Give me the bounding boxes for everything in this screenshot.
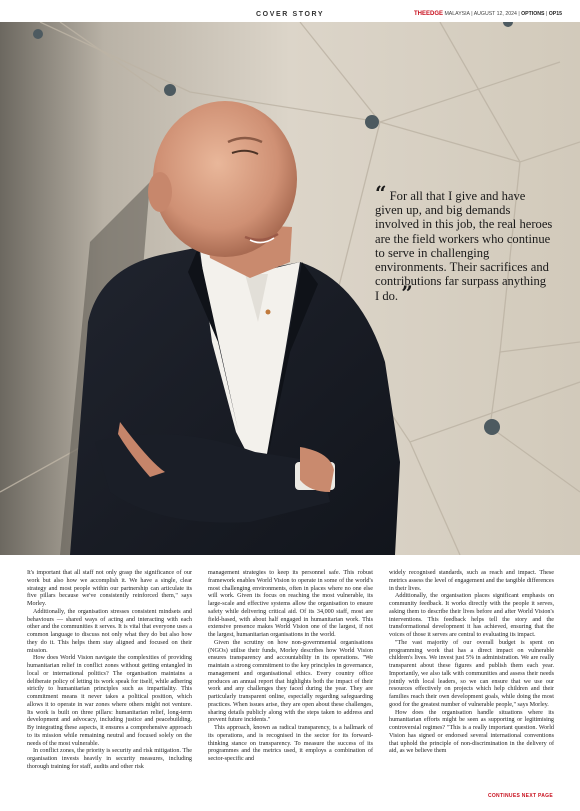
section-label: COVER STORY <box>256 11 325 18</box>
paragraph: This approach, known as radical transparency, is a hallmark of its operations, and is recognised in the sector for its forward-thinking stance on transparency. To measure the success of its programmes and the metrics used, it employs a combination of sector-specific and <box>208 725 373 762</box>
issue-date: AUGUST 12, 2024 <box>473 11 517 17</box>
continues-next-page-label: CONTINUES NEXT PAGE <box>487 793 553 799</box>
paragraph: Given the scrutiny on how non-governmental organisations (NGOs) utilise their funds, Morley describes how World Vision ensures transparency and accountability in its operations. "We maintain a strong commitment to the key principles in governance, management and organisational ethics. Every country office produces an annual report that highlights both the impact of their work and any challenges they faced during the year. They are particularly transparent online, especially regarding safeguarding practices. When issues arise, they are open about these challenges, sharing details publicly along with the steps taken to address and prevent future incidents." <box>208 639 373 724</box>
paragraph: Additionally, the organisation stresses consistent mindsets and behaviours — shared ways of acting and interacting with each other and the communities it serves. It is vital that everyone uses a common language to discuss not only what they do but also how they do it. This helps them stay aligned and focused on their mission. <box>27 608 192 654</box>
paragraph: "The vast majority of our overall budget is spent on programming work that has a direct impact on vulnerable children's lives. We invest just 5% in administration. We are really transparent about these figures and publish them each year. Importantly, we also talk with communities and assess their needs jointly with local leaders, so we can ensure that we use our resources effectively on projects which help children and their families reach their own development goals, while doing the most good for the greatest number of vulnerable people," says Morley. <box>389 639 554 708</box>
close-quote-icon: ” <box>401 281 413 306</box>
page-header <box>0 0 580 22</box>
article-column-2 <box>208 570 373 764</box>
page-number: OP15 <box>548 11 562 17</box>
article-column-1 <box>27 570 192 772</box>
paragraph: Additionally, the organisation places significant emphasis on community feedback. It works directly with the people it serves, asking them to describe their lives before and after World Vision's interventions. This feedback helps tell the story and the transformational development it has achieved, ensuring that the voices of those it serves are central to evaluating its impact. <box>389 593 554 638</box>
open-quote-icon: “ <box>375 181 387 205</box>
publication-name: THEEDGE <box>413 11 443 17</box>
section-tag: OPTIONS <box>521 11 545 17</box>
pull-quote <box>375 181 553 306</box>
folio: THEEDGE MALAYSIA | AUGUST 12, 2024 | OPTIONS | OP15 <box>413 11 562 17</box>
article-column-3 <box>389 570 554 756</box>
pull-quote-text: For all that I give and have given up, and big demands involved in this job, the real heroes are the field workers who continue to serve in challenging environments. Their sacrifices and contributions far surpass anything I do. <box>375 189 553 304</box>
paragraph: How does World Vision navigate the complexities of providing humanitarian relief in conflict zones without getting entangled in local or international politics? The organisation maintains a deliberate policy of letting its work speak for itself, while adhering strictly to humanitarian principles such as impartiality. This commitment means it never takes a political position, which allows it to operate in war zones where others might not venture. Its work is built on three pillars: humanitarian relief, long-term development and advocacy, including justice and peacebuilding. By integrating these aspects, it ensures a comprehensive approach to its mission while remaining neutral and focused solely on the needs of the most vulnerable. <box>27 655 192 747</box>
paragraph: How does the organisation handle situations where its humanitarian efforts might be seen as supporting or legitimising controversial regimes? "This is a really important question. World Vision has signed or endorsed several international conventions that uphold the principle of non-discrimination in the delivery of aid, as we believe them <box>389 709 554 755</box>
portrait-photo <box>0 22 580 555</box>
paragraph: management strategies to keep its personnel safe. This robust framework enables World Vision to operate in some of the world's most challenging environments, often in places where no one else will work. Given its focus on reaching the most vulnerable, its large-scale and effective systems allow the organisation to ensure safety while delivering critical aid. Of its 34,000 staff, most are field-based, with about half engaged in humanitarian work. This extensive presence makes World Vision one of the largest, if not the largest, humanitarian organisations in the world. <box>208 570 373 638</box>
article-body <box>27 570 554 802</box>
paragraph: widely recognised standards, such as reach and impact. These metrics assess the level of engagement and the tangible differences in their lives. <box>389 570 554 592</box>
edition-label: MALAYSIA <box>444 11 470 17</box>
paragraph: It's important that all staff not only grasp the significance of our work but also how we accomplish it. We have a single, clear strategy and most people within our partnership can articulate its five pillars because we've consistently reinforced them," says Morley. <box>27 570 192 607</box>
paragraph: In conflict zones, the priority is security and risk mitigation. The organisation invests heavily in security measures, including thorough training for staff, audits and other risk <box>27 748 192 770</box>
